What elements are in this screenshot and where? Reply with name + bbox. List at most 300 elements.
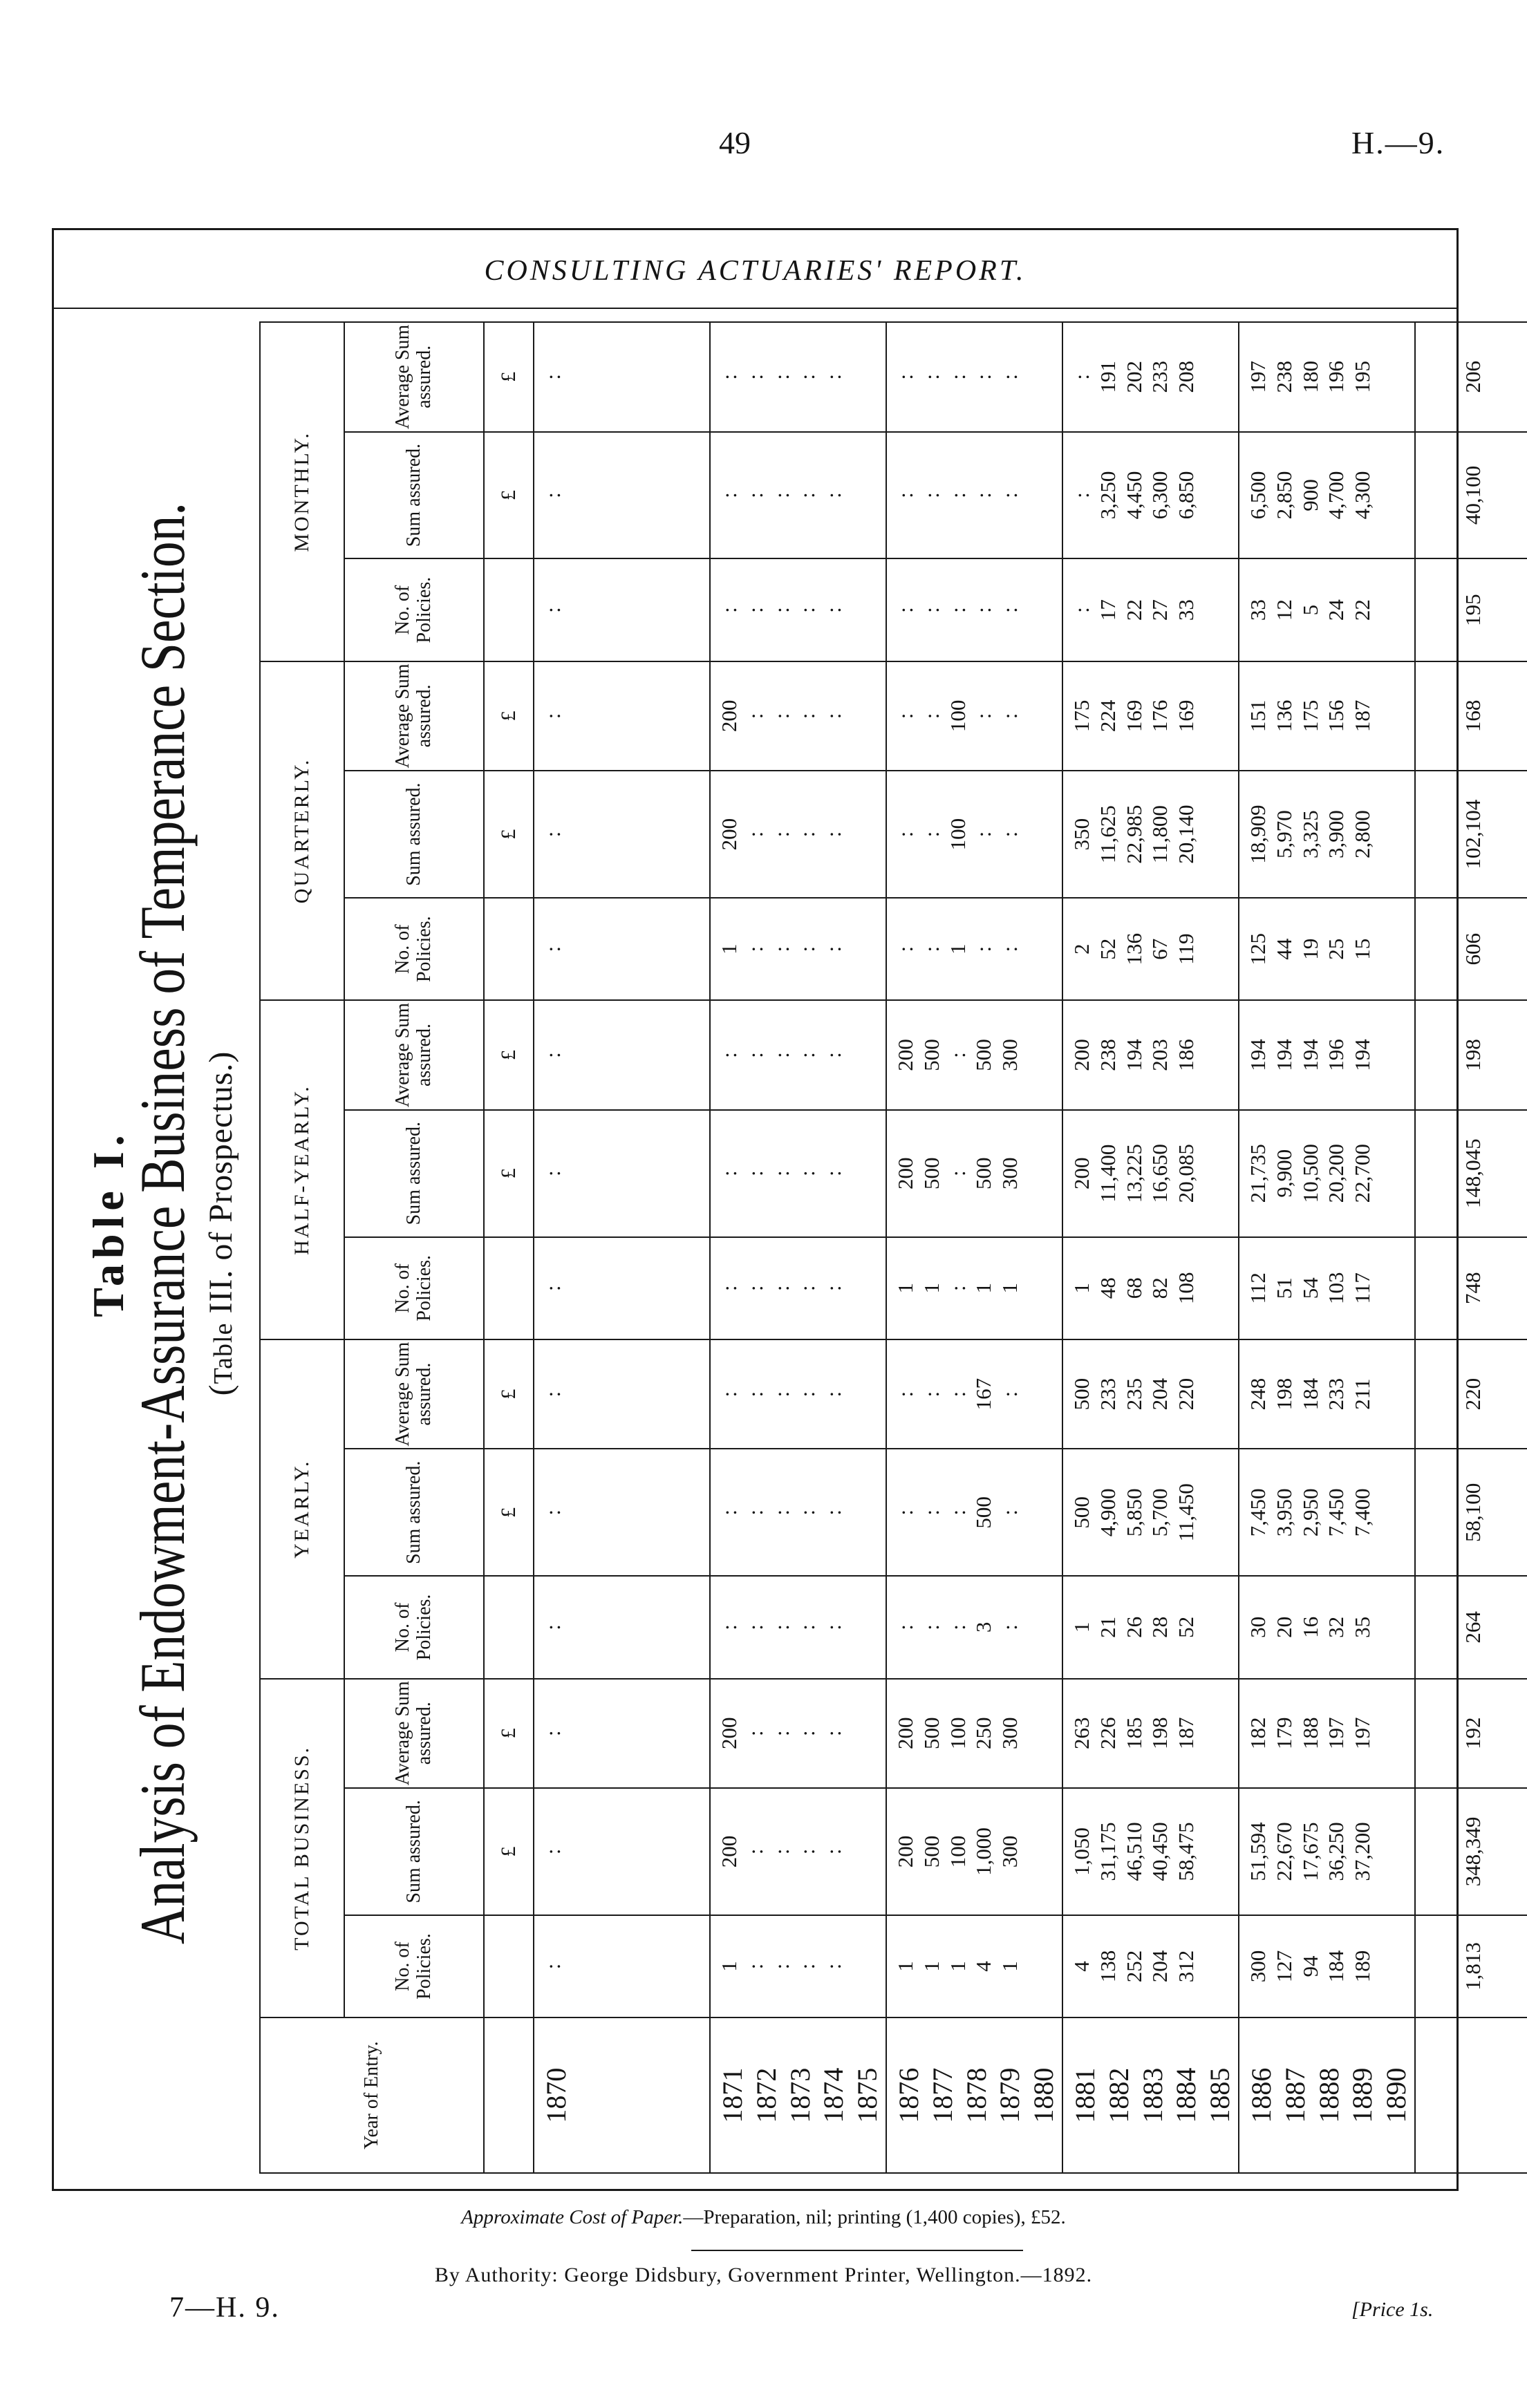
cell-yearly-sum: [710, 1449, 886, 1576]
cell-value: :: [769, 1285, 794, 1292]
cell-value: :: [997, 492, 1022, 498]
total-yearly-policies: 264: [1415, 1576, 1527, 1678]
cell-yearly-average: [1239, 1339, 1415, 1449]
year-value: 1887: [1279, 2067, 1311, 2123]
cell-value: 17,675: [1298, 1822, 1322, 1881]
cell-value: 51,594: [1246, 1822, 1270, 1881]
cell-value: :: [769, 1052, 794, 1058]
cell-value: 500: [971, 1157, 996, 1189]
cell-value: :: [717, 1624, 741, 1630]
cell-value: 200: [717, 818, 741, 851]
cell-value: 35: [1350, 1616, 1375, 1638]
cell-value: 200: [717, 1717, 741, 1749]
cell-value: 151: [1246, 699, 1270, 733]
cell-half-average: [886, 1000, 1062, 1109]
cell-total-average: [886, 1679, 1062, 1788]
cell-monthly-policies: [1239, 559, 1415, 661]
cell-value: 198: [1271, 1377, 1296, 1411]
cell-value: 1: [971, 1283, 996, 1294]
year-value: 1870: [541, 2067, 572, 2123]
cell-value: 24: [1324, 599, 1349, 621]
cell-value: 1,000: [971, 1827, 996, 1876]
cell-value: 100: [945, 1835, 970, 1868]
footer-divider: [691, 2250, 1023, 2251]
cell-value: :: [971, 492, 996, 498]
cell-value: 200: [717, 699, 741, 733]
cell-value: :: [742, 831, 767, 838]
heading-divider: [54, 308, 1457, 309]
cell-quarterly-average: [1062, 661, 1239, 771]
cell-value: 52: [1095, 938, 1120, 960]
cell-value: :: [893, 607, 917, 613]
cell-value: 4: [1069, 1961, 1094, 1972]
cell-value: 187: [1350, 699, 1375, 733]
cell-value: :: [997, 946, 1022, 952]
cell-value: :: [821, 713, 846, 719]
cell-value: 180: [1298, 361, 1322, 393]
cell-value: 233: [1147, 361, 1172, 393]
cell-value: 94: [1298, 1955, 1322, 1977]
cell-value: :: [893, 946, 917, 952]
cell-value: 200: [1069, 1039, 1094, 1071]
cell-half-average: [1062, 1000, 1239, 1109]
cell-total-sum: [1062, 1788, 1239, 1915]
cell-value: 21,735: [1246, 1144, 1270, 1203]
cell-value: :: [717, 1285, 741, 1292]
total-total-sum: 348,349: [1415, 1788, 1527, 1915]
cell-value: 6,300: [1147, 471, 1172, 520]
cell-yearly-policies: [534, 1576, 710, 1678]
cost-text: —Preparation, nil; printing (1,400 copies), £52.: [683, 2206, 1066, 2228]
total-monthly-average: 206: [1415, 322, 1527, 432]
cell-value: 3: [971, 1621, 996, 1633]
cell-value: 179: [1271, 1717, 1296, 1749]
cell-total-policies: [534, 1915, 710, 2017]
cell-value: 48: [1095, 1277, 1120, 1299]
year-value: 1879: [994, 2067, 1026, 2123]
cell-value: :: [742, 1285, 767, 1292]
col-header-sum: Sum assured.: [344, 1449, 484, 1576]
cell-value: :: [919, 1391, 944, 1398]
printer-authority: By Authority: George Didsbury, Government Printer, Wellington.—1892.: [434, 2264, 1093, 2286]
cell-value: 20,200: [1324, 1144, 1349, 1203]
cell-value: 52: [1174, 1616, 1199, 1638]
cell-value: 22: [1350, 599, 1375, 621]
cell-value: 5: [1298, 604, 1322, 616]
cell-value: :: [541, 1848, 565, 1855]
cell-value: :: [717, 1391, 741, 1398]
cell-value: 194: [1246, 1039, 1270, 1071]
currency-cell-total_average: £: [484, 1679, 534, 1788]
cell-value: 238: [1271, 361, 1296, 393]
cell-value: :: [717, 1052, 741, 1058]
cell-value: 1: [945, 943, 970, 954]
cell-value: :: [742, 1963, 767, 1970]
cell-value: :: [541, 1170, 565, 1177]
cell-value: 2,850: [1271, 471, 1296, 520]
cell-value: 200: [893, 1039, 917, 1071]
cell-value: 25: [1324, 938, 1349, 960]
cell-value: 5,970: [1271, 810, 1296, 858]
cell-value: :: [945, 492, 970, 498]
cell-value: 500: [971, 1496, 996, 1529]
cell-value: :: [945, 1509, 970, 1516]
cell-value: :: [769, 1170, 794, 1177]
cell-value: 175: [1069, 699, 1094, 733]
cell-value: 263: [1069, 1717, 1094, 1749]
cell-value: 202: [1121, 361, 1146, 393]
cell-value: :: [821, 607, 846, 613]
year-group-row: [710, 322, 886, 2173]
total-business-header: TOTAL BUSINESS.: [260, 1679, 344, 2018]
cell-value: :: [742, 1170, 767, 1177]
col-header-average: Average Sum assured.: [344, 1000, 484, 1109]
cell-value: 33: [1246, 599, 1270, 621]
cell-value: 100: [945, 818, 970, 851]
cell-value: 4,700: [1324, 471, 1349, 520]
cell-quarterly-sum: [886, 771, 1062, 898]
sub-title-table-word: Table: [209, 1322, 238, 1384]
cell-value: 100: [945, 1717, 970, 1749]
cell-value: 11,400: [1095, 1144, 1120, 1203]
col-header-sum: Sum assured.: [344, 1788, 484, 1915]
cell-value: 185: [1121, 1717, 1146, 1749]
cell-total-average: [1239, 1679, 1415, 1788]
col-header-average: Average Sum assured.: [344, 1679, 484, 1788]
col-header-average: Average Sum assured.: [344, 1339, 484, 1449]
cell-value: :: [742, 373, 767, 380]
cell-half-sum: [710, 1110, 886, 1237]
cell-value: 300: [997, 1157, 1022, 1189]
cell-half-policies: [710, 1237, 886, 1339]
cell-value: 169: [1174, 699, 1199, 733]
cell-quarterly-average: [534, 661, 710, 771]
cell-value: 186: [1174, 1039, 1199, 1071]
cell-value: :: [997, 1509, 1022, 1516]
page-number: 49: [719, 125, 751, 160]
cell-value: 10,500: [1298, 1144, 1322, 1203]
cell-value: 3,250: [1095, 471, 1120, 520]
cell-value: :: [893, 492, 917, 498]
cell-value: 5,700: [1147, 1488, 1172, 1537]
totals-row: [1415, 322, 1527, 2173]
cell-value: 198: [1147, 1717, 1172, 1749]
price-note: [Price 1s.: [1351, 2298, 1434, 2321]
cell-value: 1: [945, 1961, 970, 1972]
cell-monthly-policies: [710, 559, 886, 661]
cell-value: 17: [1095, 599, 1120, 621]
cell-value: :: [769, 1848, 794, 1855]
cell-value: :: [893, 831, 917, 838]
cell-half-average: [710, 1000, 886, 1109]
sub-title-open: (: [203, 1384, 239, 1396]
cell-value: 9,900: [1271, 1149, 1296, 1198]
cell-value: 1: [919, 1961, 944, 1972]
cell-value: 175: [1298, 699, 1322, 733]
table-body: [484, 322, 1527, 2173]
cell-value: :: [795, 1624, 820, 1630]
cell-monthly-average: [1062, 322, 1239, 432]
cell-value: :: [795, 1509, 820, 1516]
cell-value: 136: [1271, 699, 1296, 733]
currency-cell-quarterly_sum: £: [484, 771, 534, 898]
cell-total-sum: [534, 1788, 710, 1915]
year-value: 1881: [1069, 2067, 1100, 2123]
cell-half-sum: [886, 1110, 1062, 1237]
cell-value: 1: [1069, 1621, 1094, 1633]
cell-value: :: [795, 492, 820, 498]
cell-value: 200: [893, 1835, 917, 1868]
cell-value: :: [795, 607, 820, 613]
cell-value: 200: [1069, 1157, 1094, 1189]
report-heading: CONSULTING ACTUARIES' REPORT.: [484, 255, 1027, 287]
cell-value: :: [821, 492, 846, 498]
cell-value: 1: [893, 1961, 917, 1972]
cell-value: :: [1069, 492, 1094, 498]
cell-value: :: [821, 946, 846, 952]
cell-value: 22,700: [1350, 1144, 1375, 1203]
cell-value: 203: [1147, 1039, 1172, 1071]
cell-value: 16: [1298, 1616, 1322, 1638]
cell-value: :: [769, 492, 794, 498]
cell-quarterly-sum: [1062, 771, 1239, 898]
cell-value: 197: [1324, 1717, 1349, 1749]
cell-yearly-policies: [886, 1576, 1062, 1678]
cell-half-sum: [1239, 1110, 1415, 1237]
sub-title: [202, 290, 240, 2156]
cell-value: :: [893, 373, 917, 380]
year-group-row: [1062, 322, 1239, 2173]
cell-value: 500: [919, 1039, 944, 1071]
endowment-analysis-table: [259, 321, 1485, 2174]
cell-value: 184: [1298, 1377, 1322, 1411]
year-cell: [1062, 2017, 1239, 2173]
cell-value: 27: [1147, 599, 1172, 621]
cell-value: 22,670: [1271, 1822, 1296, 1881]
cell-monthly-average: [710, 322, 886, 432]
cell-monthly-sum: [1062, 432, 1239, 559]
cell-value: :: [795, 1285, 820, 1292]
cell-value: :: [821, 1848, 846, 1855]
cell-value: 2,800: [1350, 810, 1375, 858]
cell-value: 44: [1271, 938, 1296, 960]
cell-value: :: [919, 1509, 944, 1516]
cell-value: 235: [1121, 1377, 1146, 1411]
cell-yearly-sum: [534, 1449, 710, 1576]
cell-value: 200: [893, 1717, 917, 1749]
col-header-sum: Sum assured.: [344, 432, 484, 559]
cell-yearly-average: [710, 1339, 886, 1449]
cell-value: :: [541, 492, 565, 498]
cell-value: :: [997, 831, 1022, 838]
currency-cell-half_sum: £: [484, 1110, 534, 1237]
cell-value: :: [997, 1391, 1022, 1398]
main-title: Analysis of Endowment-Assurance Business of Temperance Section.: [127, 502, 198, 1945]
cell-value: 11,625: [1095, 805, 1120, 864]
cell-value: 300: [997, 1039, 1022, 1071]
cell-value: :: [821, 1963, 846, 1970]
cell-value: 54: [1298, 1277, 1322, 1299]
cell-value: :: [795, 1170, 820, 1177]
rotated-title-block: [83, 290, 249, 2156]
cell-value: :: [742, 1509, 767, 1516]
cell-value: 108: [1174, 1272, 1199, 1305]
cell-value: 167: [971, 1377, 996, 1411]
cell-value: 18,909: [1246, 805, 1270, 864]
cell-value: 37,200: [1350, 1822, 1375, 1881]
cell-value: :: [795, 1052, 820, 1058]
cell-value: 7,450: [1246, 1488, 1270, 1537]
total-half-sum: 148,045: [1415, 1110, 1527, 1237]
cell-value: 112: [1246, 1272, 1270, 1304]
cell-value: :: [795, 1848, 820, 1855]
cost-note: [0, 2206, 1527, 2229]
cell-value: :: [795, 946, 820, 952]
cell-monthly-sum: [534, 432, 710, 559]
cell-value: 500: [1069, 1496, 1094, 1529]
cell-value: 4: [971, 1961, 996, 1972]
cell-value: 6,500: [1246, 471, 1270, 520]
cell-value: 1: [997, 1961, 1022, 1972]
cell-value: 238: [1095, 1039, 1120, 1071]
cell-value: 250: [971, 1717, 996, 1749]
cell-value: 1,050: [1069, 1827, 1094, 1876]
year-value: 1890: [1380, 2067, 1412, 2123]
cost-label: Approximate Cost of Paper.: [461, 2206, 684, 2228]
cell-value: :: [919, 607, 944, 613]
currency-cell-total_policies: [484, 1915, 534, 2017]
year-cell: [886, 2017, 1062, 2173]
cell-value: :: [769, 946, 794, 952]
currency-cell-half_policies: [484, 1237, 534, 1339]
cell-value: :: [795, 1391, 820, 1398]
cell-value: :: [717, 1509, 741, 1516]
cell-value: :: [795, 1730, 820, 1737]
cell-value: 67: [1147, 938, 1172, 960]
cell-value: :: [769, 1624, 794, 1630]
cell-half-average: [1239, 1000, 1415, 1109]
sheet-reference: 7—H. 9.: [169, 2292, 280, 2324]
year-value: 1877: [926, 2067, 958, 2123]
cell-total-policies: [1239, 1915, 1415, 2017]
cell-value: :: [945, 1285, 970, 1292]
currency-cell-total_sum: £: [484, 1788, 534, 1915]
cell-value: 226: [1095, 1717, 1120, 1749]
cell-value: :: [795, 1963, 820, 1970]
year-cell: [1239, 2017, 1415, 2173]
total-yearly-sum: 58,100: [1415, 1449, 1527, 1576]
cell-value: :: [971, 713, 996, 719]
cell-value: 300: [997, 1835, 1022, 1868]
cell-quarterly-average: [710, 661, 886, 771]
cell-monthly-average: [886, 322, 1062, 432]
cell-value: 350: [1069, 818, 1094, 851]
cell-value: :: [945, 1170, 970, 1177]
cell-value: :: [971, 946, 996, 952]
cell-monthly-average: [534, 322, 710, 432]
cell-value: 4,450: [1121, 471, 1146, 520]
cell-yearly-sum: [1062, 1449, 1239, 1576]
cell-value: 4,900: [1095, 1488, 1120, 1537]
cell-value: 312: [1174, 1950, 1199, 1983]
cell-value: :: [945, 1391, 970, 1398]
cell-value: :: [919, 492, 944, 498]
cell-value: 224: [1095, 699, 1120, 733]
cell-value: 22,985: [1121, 805, 1146, 864]
cell-value: :: [742, 1730, 767, 1737]
cell-value: :: [919, 713, 944, 719]
col-header-average: Average Sum assured.: [344, 661, 484, 771]
cell-value: 26: [1121, 1616, 1146, 1638]
year-value: 1889: [1347, 2067, 1378, 2123]
year-cell: [710, 2017, 886, 2173]
cell-value: :: [541, 1730, 565, 1737]
cell-value: :: [742, 1848, 767, 1855]
cell-monthly-sum: [886, 432, 1062, 559]
cell-value: :: [795, 831, 820, 838]
currency-cell-yearly_sum: £: [484, 1449, 534, 1576]
cell-half-policies: [886, 1237, 1062, 1339]
cell-value: 1: [893, 1283, 917, 1294]
cell-value: :: [742, 713, 767, 719]
cell-value: :: [893, 1391, 917, 1398]
cell-value: 194: [1121, 1039, 1146, 1071]
cell-value: :: [717, 1170, 741, 1177]
cell-quarterly-sum: [534, 771, 710, 898]
cell-value: 7,400: [1350, 1488, 1375, 1537]
cell-value: 1: [717, 943, 741, 954]
cell-value: :: [971, 831, 996, 838]
cell-value: :: [769, 1509, 794, 1516]
cell-yearly-policies: [710, 1576, 886, 1678]
cell-value: :: [541, 1509, 565, 1516]
cell-value: :: [717, 607, 741, 613]
cell-value: 187: [1174, 1717, 1199, 1749]
year-value: 1885: [1204, 2067, 1236, 2123]
cell-value: :: [795, 373, 820, 380]
cell-value: 248: [1246, 1377, 1270, 1411]
cell-value: 188: [1298, 1717, 1322, 1749]
cell-value: 20,085: [1174, 1144, 1199, 1203]
total-monthly-policies: 195: [1415, 559, 1527, 661]
cell-value: :: [821, 1391, 846, 1398]
total-monthly-sum: 40,100: [1415, 432, 1527, 559]
cell-half-sum: [1062, 1110, 1239, 1237]
col-header-policies: No. of Policies.: [344, 1237, 484, 1339]
cell-value: :: [1069, 373, 1094, 380]
cell-value: :: [821, 1730, 846, 1737]
cell-value: 900: [1298, 479, 1322, 511]
currency-cell-quarterly_policies: [484, 898, 534, 1000]
cell-value: 15: [1350, 938, 1375, 960]
half-yearly-header: HALF-YEARLY.: [260, 1000, 344, 1339]
document-reference: H.—9.: [1351, 125, 1445, 160]
cell-yearly-policies: [1239, 1576, 1415, 1678]
total-quarterly-average: 168: [1415, 661, 1527, 771]
cell-value: 189: [1350, 1950, 1375, 1983]
cell-value: 16,650: [1147, 1144, 1172, 1203]
cell-value: :: [997, 607, 1022, 613]
cell-value: :: [769, 1730, 794, 1737]
cell-yearly-sum: [1239, 1449, 1415, 1576]
cell-value: 82: [1147, 1277, 1172, 1299]
cell-value: 5,850: [1121, 1488, 1146, 1537]
cell-total-sum: [1239, 1788, 1415, 1915]
cell-value: 195: [1350, 361, 1375, 393]
cell-value: :: [997, 1624, 1022, 1630]
cell-half-policies: [1062, 1237, 1239, 1339]
cell-value: 7,450: [1324, 1488, 1349, 1537]
